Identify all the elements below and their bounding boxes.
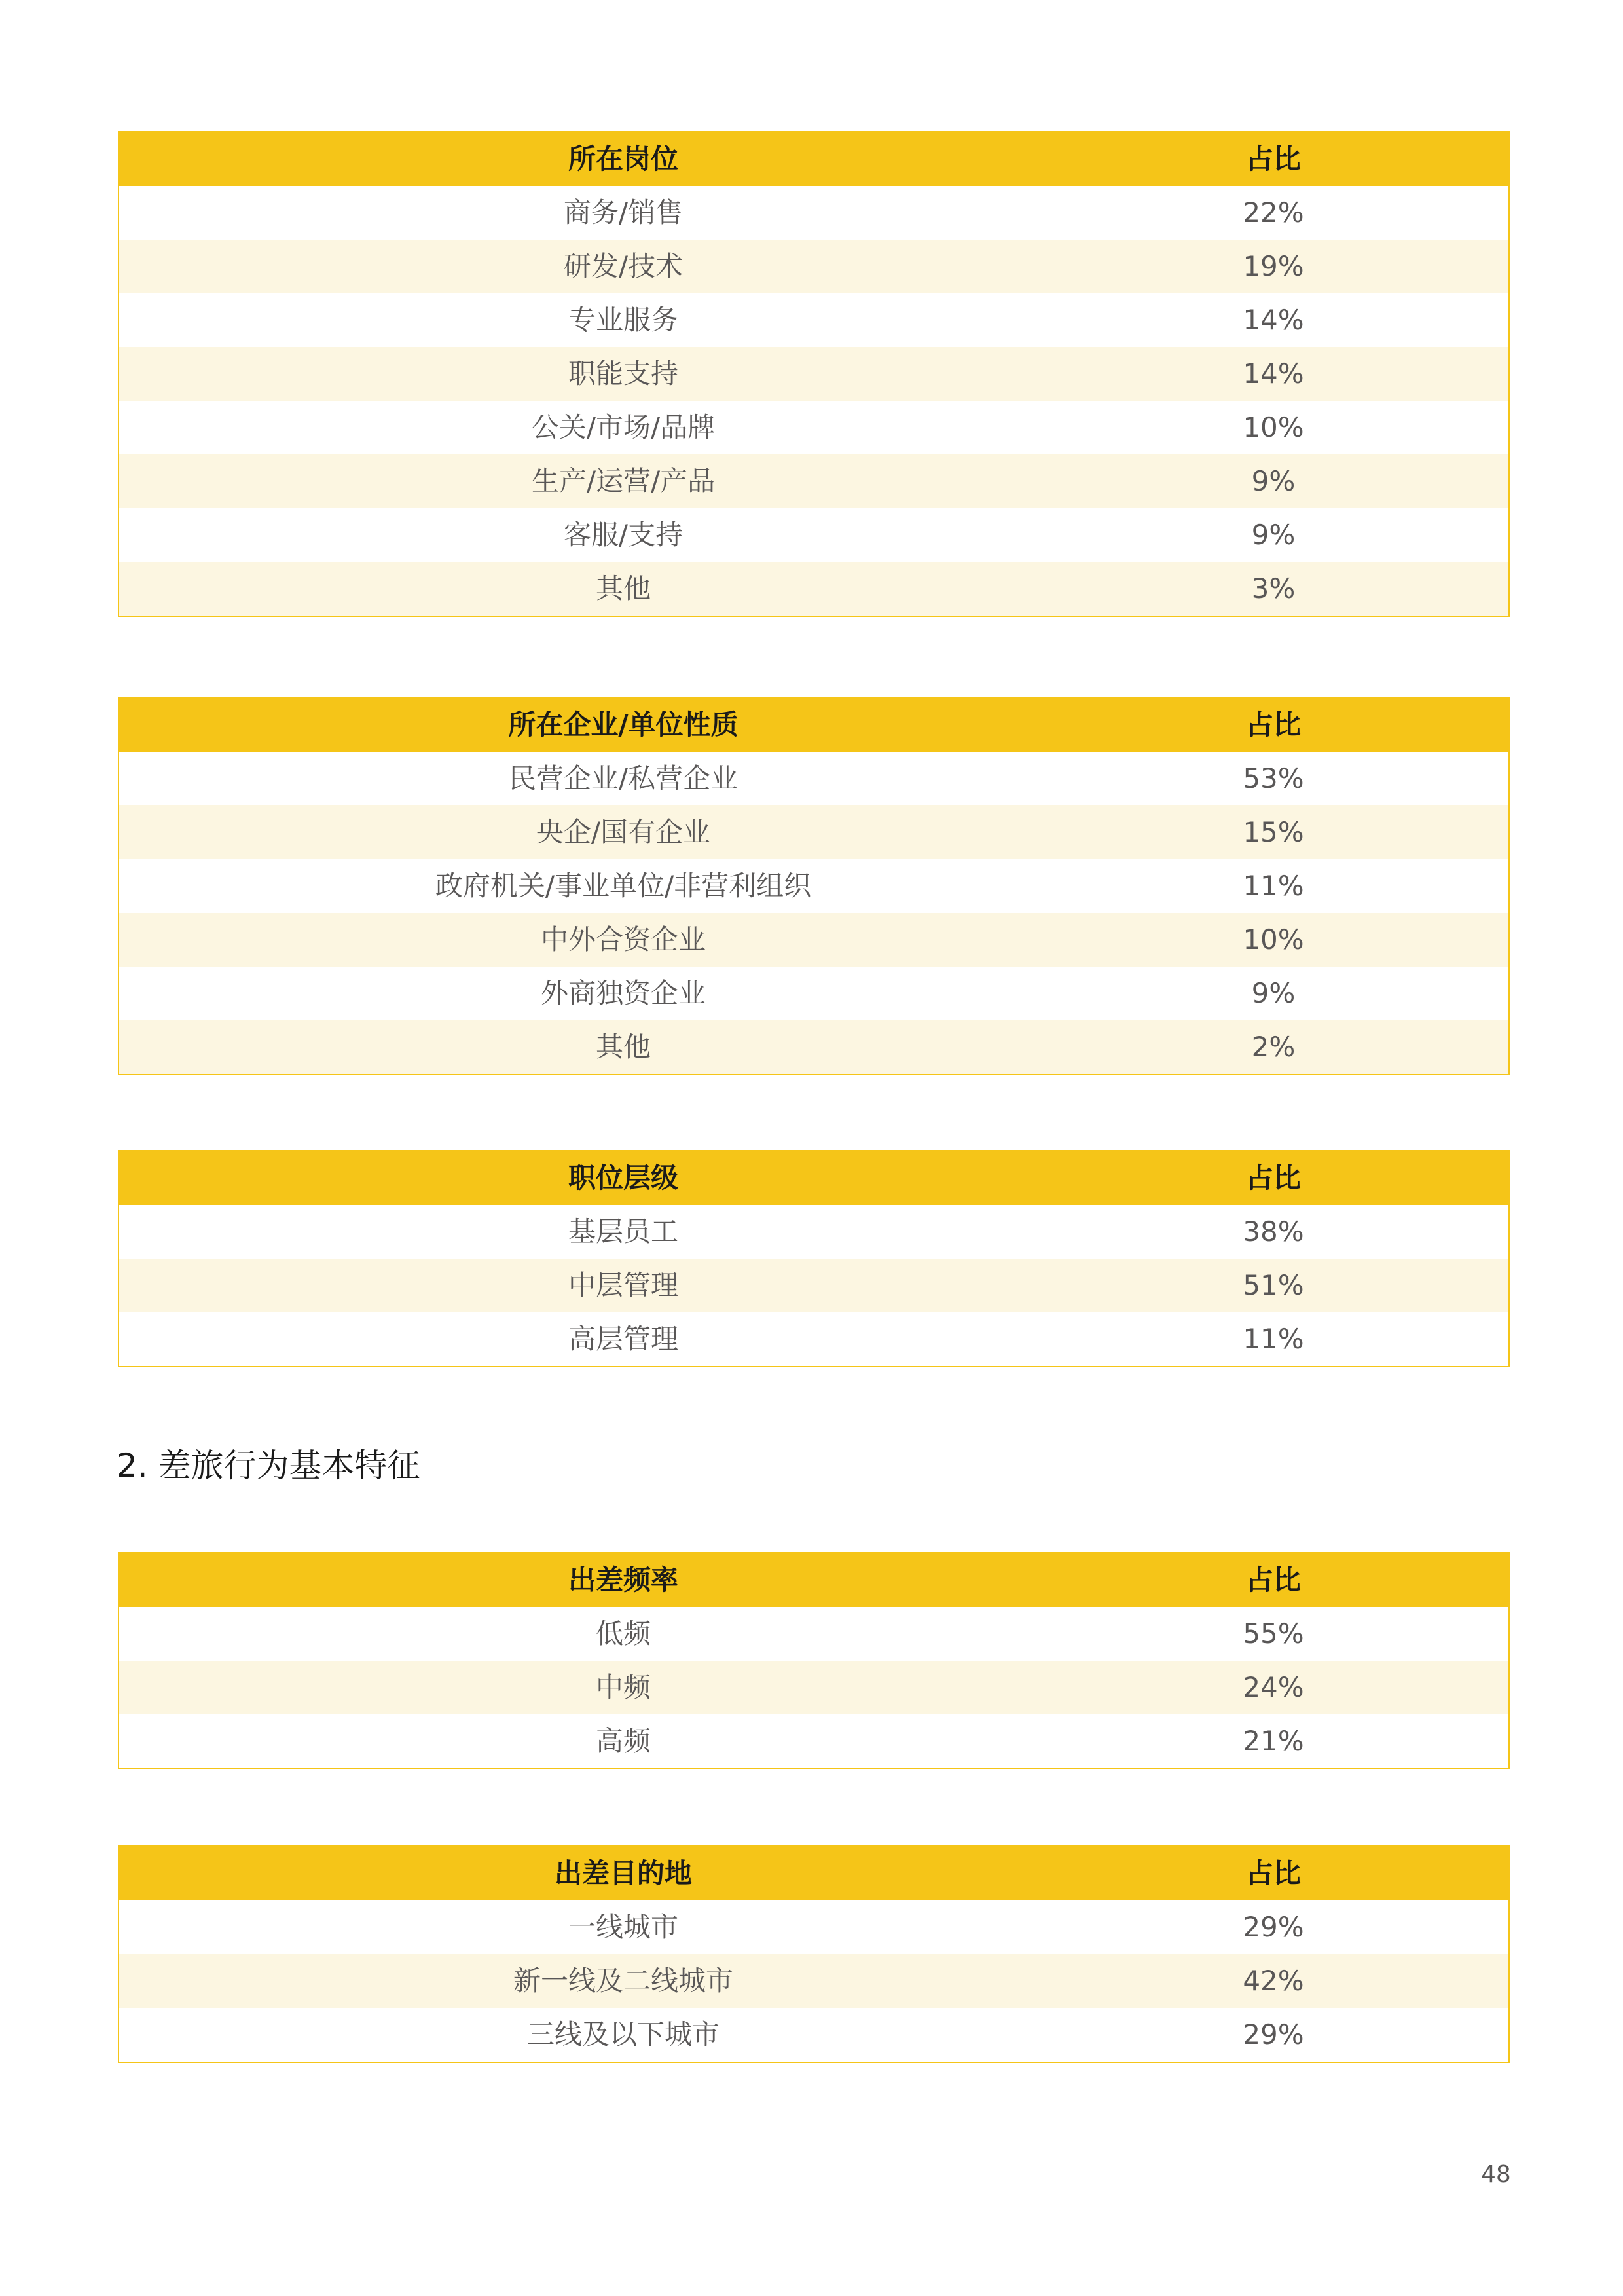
table-row (119, 454, 1508, 508)
table-cell: 9% (1251, 519, 1296, 551)
table-row (119, 347, 1508, 401)
column-header: 出差频率 (568, 1564, 678, 1596)
table-cell: 9% (1251, 977, 1296, 1009)
travel-frequency-table (118, 1552, 1510, 1769)
table-row (119, 752, 1508, 805)
table-cell: 10% (1243, 923, 1304, 955)
table-cell: 38% (1243, 1215, 1304, 1248)
table-row (119, 1312, 1508, 1366)
table-cell: 高频 (595, 1725, 651, 1757)
table-cell: 三线及以下城市 (526, 2018, 720, 2050)
table-cell: 24% (1243, 1671, 1304, 1703)
job-level-table (118, 1150, 1510, 1367)
table-cell: 中外合资企业 (540, 923, 706, 955)
table-row (119, 1661, 1508, 1714)
table-cell: 21% (1243, 1725, 1304, 1757)
table-cell: 新一线及二线城市 (513, 1965, 733, 1997)
table-cell: 10% (1243, 411, 1304, 443)
travel-destination-table (118, 1845, 1510, 2063)
table-cell: 55% (1243, 1618, 1304, 1650)
table-header-row (119, 1553, 1508, 1607)
table-row (119, 508, 1508, 562)
table-cell: 22% (1243, 196, 1304, 229)
table-cell: 3% (1251, 572, 1296, 604)
table-row (119, 1205, 1508, 1259)
table-row (119, 293, 1508, 347)
table-cell: 19% (1243, 250, 1304, 282)
table-header-row (119, 698, 1508, 752)
table-row (119, 1714, 1508, 1768)
column-header: 职位层级 (568, 1162, 678, 1194)
table-cell: 2% (1251, 1031, 1296, 1063)
position-table (118, 131, 1510, 617)
table-row (119, 967, 1508, 1020)
table-header-row (119, 1151, 1508, 1205)
table-cell: 公关/市场/品牌 (531, 411, 716, 443)
table-cell: 其他 (595, 572, 651, 604)
table-cell: 高层管理 (568, 1323, 678, 1355)
table-cell: 职能支持 (568, 358, 678, 390)
table-cell: 政府机关/事业单位/非营利组织 (435, 870, 812, 902)
table-cell: 中层管理 (568, 1269, 678, 1301)
table-row (119, 1900, 1508, 1954)
table-cell: 14% (1243, 358, 1304, 390)
table-cell: 29% (1243, 2018, 1304, 2050)
table-cell: 其他 (595, 1031, 651, 1063)
table-cell: 14% (1243, 304, 1304, 336)
table-row (119, 562, 1508, 616)
table-cell: 民营企业/私营企业 (508, 762, 739, 794)
table-cell: 央企/国有企业 (536, 816, 711, 848)
table-row (119, 186, 1508, 240)
table-cell: 53% (1243, 762, 1304, 794)
table-cell: 商务/销售 (563, 196, 684, 229)
table-row (119, 859, 1508, 913)
table-row (119, 401, 1508, 454)
table-cell: 51% (1243, 1269, 1304, 1301)
table-row (119, 1020, 1508, 1074)
table-cell: 外商独资企业 (540, 977, 706, 1009)
column-header: 占比 (1245, 709, 1301, 741)
column-header: 所在企业/单位性质 (508, 709, 739, 741)
table-cell: 11% (1243, 870, 1304, 902)
table-row (119, 1954, 1508, 2008)
table-cell: 客服/支持 (563, 519, 684, 551)
table-row (119, 913, 1508, 967)
page-number: 48 (1481, 2161, 1511, 2188)
table-cell: 一线城市 (568, 1911, 678, 1943)
column-header: 占比 (1245, 1857, 1301, 1889)
table-cell: 基层员工 (568, 1215, 678, 1248)
table-cell: 9% (1251, 465, 1296, 497)
table-cell: 专业服务 (568, 304, 678, 336)
table-row (119, 805, 1508, 859)
column-header: 占比 (1245, 143, 1301, 175)
table-cell: 研发/技术 (563, 250, 684, 282)
section-title: 2. 差旅行为基本特征 (117, 1447, 420, 1485)
table-row (119, 1259, 1508, 1312)
column-header: 出差目的地 (554, 1857, 692, 1889)
table-row (119, 240, 1508, 293)
table-header-row (119, 132, 1508, 186)
table-row (119, 2008, 1508, 2062)
table-cell: 29% (1243, 1911, 1304, 1943)
table-cell: 11% (1243, 1323, 1304, 1355)
table-header-row (119, 1847, 1508, 1900)
table-cell: 低频 (595, 1618, 651, 1650)
company-type-table (118, 697, 1510, 1075)
table-row (119, 1607, 1508, 1661)
table-cell: 15% (1243, 816, 1304, 848)
table-cell: 中频 (595, 1671, 651, 1703)
table-cell: 42% (1243, 1965, 1304, 1997)
table-cell: 生产/运营/产品 (531, 465, 716, 497)
column-header: 占比 (1245, 1162, 1301, 1194)
column-header: 所在岗位 (568, 143, 678, 175)
column-header: 占比 (1245, 1564, 1301, 1596)
